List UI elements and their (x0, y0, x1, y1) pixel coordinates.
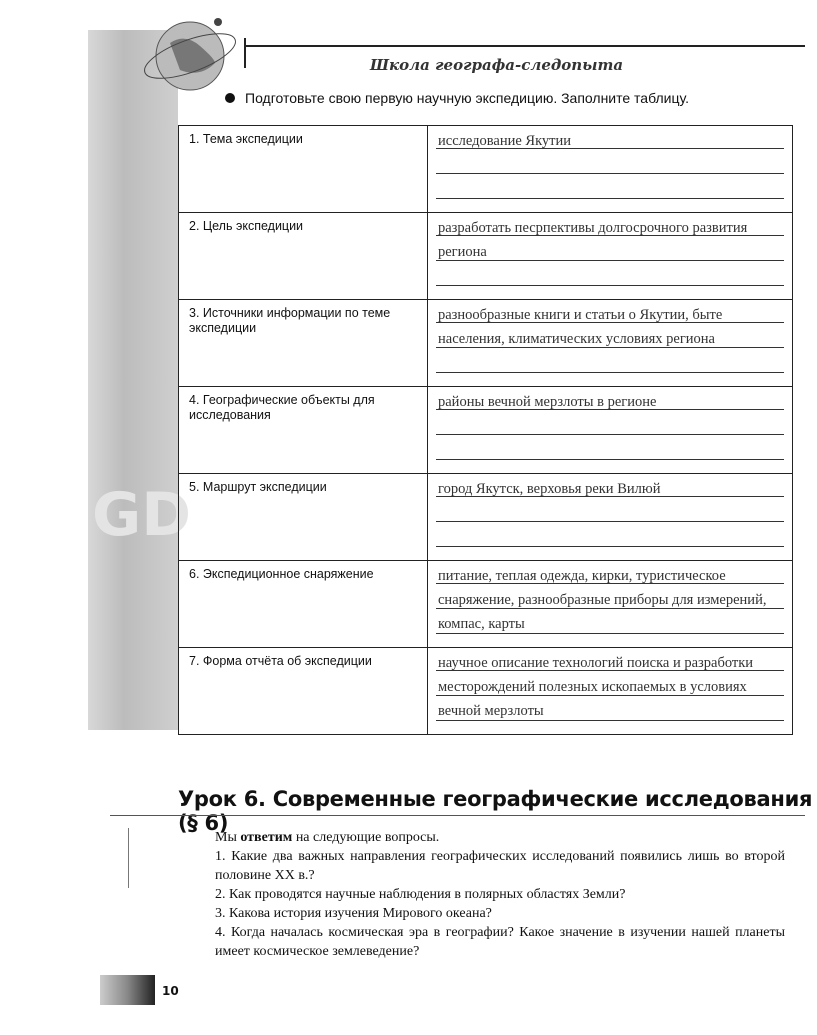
writing-line (436, 173, 784, 174)
writing-line (436, 285, 784, 286)
row-label: 2. Цель экспедиции (179, 213, 428, 300)
table-row (179, 213, 793, 300)
decorative-side-band (88, 30, 178, 730)
row-label: 5. Маршрут экспедиции (179, 474, 428, 561)
table-row (179, 561, 793, 648)
divider (245, 45, 805, 47)
section-title: Школа географа-следопыта (370, 56, 624, 74)
answer-field[interactable] (428, 387, 793, 474)
answer-field[interactable] (428, 213, 793, 300)
expedition-table (178, 125, 793, 735)
writing-line (436, 521, 784, 522)
intro: Мы ответим на следующие вопросы. (215, 830, 440, 845)
row-label: 1. Тема экспедиции (179, 126, 428, 213)
globe-logo-icon (140, 8, 240, 98)
table-row (179, 300, 793, 387)
lesson-title: Урок 6. Современные географические исследования (§ 6) (178, 787, 813, 835)
answer-field[interactable] (428, 126, 793, 213)
page-number-tab (100, 975, 155, 1005)
table-row (179, 126, 793, 213)
answer-text: разнообразные книги и статьи о Якутии, быте населения, климатических условиях региона (438, 307, 723, 347)
question: 1. Какие два важных направления географических исследований появились лишь во второй половине XX в.? (215, 849, 785, 883)
question: 4. Когда началась космическая эра в географии? Какое значение в изучении нашей планеты имеет космическое землеведение? (215, 925, 785, 959)
task-text: Подготовьте свою первую научную экспедицию. Заполните таблицу. (245, 90, 689, 106)
lesson-questions (215, 828, 785, 961)
divider (244, 38, 246, 68)
row-label: 3. Источники информации по теме экспедиции (179, 300, 428, 387)
table-row (179, 474, 793, 561)
writing-line (436, 546, 784, 547)
table-row (179, 387, 793, 474)
table-row (179, 648, 793, 735)
writing-line (436, 372, 784, 373)
answer-text: районы вечной мерзлоты в регионе (438, 394, 657, 410)
divider (128, 828, 129, 888)
answer-text: научное описание технологий поиска и разработки месторождений полезных ископаемых в условиях вечной мерзлоты (438, 655, 754, 719)
row-label: 6. Экспедиционное снаряжение (179, 561, 428, 648)
row-label: 4. Географические объекты для исследования (179, 387, 428, 474)
page-number: 10 (162, 984, 179, 998)
question: 3. Какова история изучения Мирового океана? (215, 906, 492, 921)
row-label: 7. Форма отчёта об экспедиции (179, 648, 428, 735)
divider (110, 815, 805, 816)
answer-field[interactable] (428, 474, 793, 561)
writing-line (436, 198, 784, 199)
answer-text: разработать песрпективы долгосрочного развития региона (438, 220, 748, 260)
answer-field[interactable] (428, 561, 793, 648)
bullet-icon (225, 93, 235, 103)
writing-line (436, 434, 784, 435)
task-instruction (225, 90, 689, 106)
answer-field[interactable] (428, 648, 793, 735)
writing-line (436, 459, 784, 460)
answer-field[interactable] (428, 300, 793, 387)
question: 2. Как проводятся научные наблюдения в полярных областях Земли? (215, 887, 626, 902)
answer-text: питание, теплая одежда, кирки, туристическое снаряжение, разнообразные приборы для измерений, компас, карты (438, 568, 767, 632)
decorative-watermark: GD (92, 480, 192, 550)
answer-text: город Якутск, верховья реки Вилюй (438, 481, 661, 497)
answer-text: исследование Якутии (438, 133, 572, 149)
